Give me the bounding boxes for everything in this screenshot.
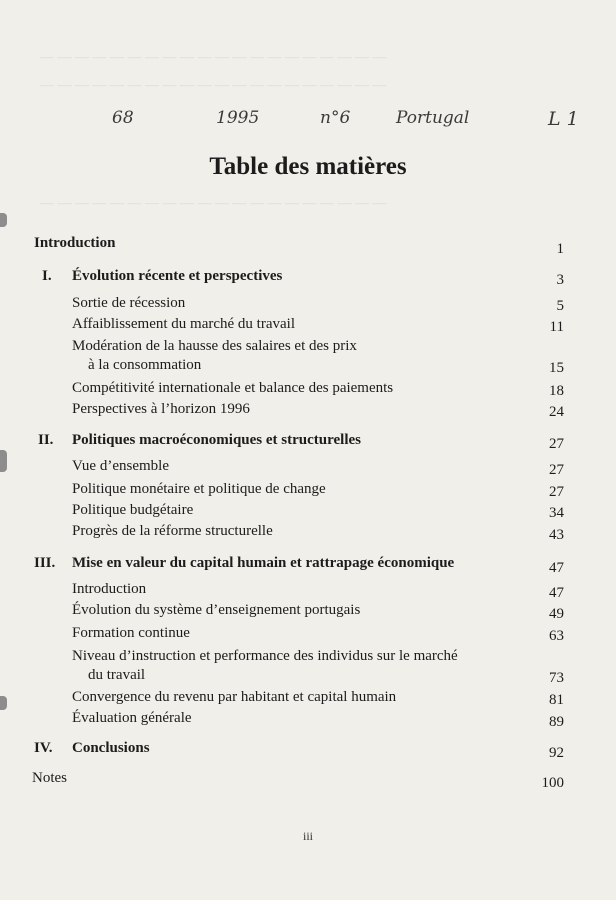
toc-page: 89 xyxy=(549,714,564,730)
toc-page: 11 xyxy=(549,319,564,335)
toc-section-heading: Politiques macroéconomiques et structurelles xyxy=(72,432,361,448)
binding-mark xyxy=(0,213,7,227)
toc-page: 24 xyxy=(549,404,564,420)
handwritten-country: Portugal xyxy=(396,108,470,128)
toc-entry: Niveau d’instruction et performance des individus sur le marché xyxy=(72,648,458,664)
handwritten-number: 68 xyxy=(112,108,134,128)
toc-numeral: I. xyxy=(42,268,52,284)
toc-page: 27 xyxy=(549,484,564,500)
toc-page: 49 xyxy=(549,606,564,622)
binding-mark xyxy=(0,696,7,710)
page-number: iii xyxy=(302,829,313,843)
toc-numeral: III. xyxy=(34,555,56,571)
toc-entry: Sortie de récession xyxy=(72,295,186,311)
page-title: Table des matières xyxy=(209,153,407,180)
toc-entry: Modération de la hausse des salaires et des prix xyxy=(72,338,357,354)
toc-entry: Progrès de la réforme structurelle xyxy=(72,523,273,539)
toc-page: 100 xyxy=(541,775,564,791)
toc-entry: Formation continue xyxy=(72,625,190,641)
toc-page: 27 xyxy=(549,462,564,478)
toc-page: 3 xyxy=(556,272,564,288)
toc-section-heading: Conclusions xyxy=(72,740,150,756)
toc-numeral: II. xyxy=(38,432,54,448)
toc-page: 73 xyxy=(549,670,564,686)
toc-entry: Compétitivité internationale et balance des paiements xyxy=(72,380,394,396)
toc-section-heading: Mise en valeur du capital humain et rattrapage économique xyxy=(72,555,455,571)
toc-entry: Évaluation générale xyxy=(72,710,192,726)
toc-section-heading: Évolution récente et perspectives xyxy=(72,268,283,284)
toc-page: 47 xyxy=(549,585,564,601)
toc-page: 34 xyxy=(549,505,564,521)
toc-page: 43 xyxy=(549,527,564,543)
toc-page: 27 xyxy=(549,436,564,452)
toc-entry: Perspectives à l’horizon 1996 xyxy=(72,401,250,417)
handwritten-mark: L 1 xyxy=(548,108,579,130)
toc-entry-continued: du travail xyxy=(88,667,146,683)
toc-entry: Politique budgétaire xyxy=(72,502,194,518)
toc-introduction: Introduction xyxy=(34,235,116,251)
toc-page: 92 xyxy=(549,745,564,761)
toc-page: 81 xyxy=(549,692,564,708)
toc-entry: Affaiblissement du marché du travail xyxy=(72,316,295,332)
toc-page: 15 xyxy=(549,360,564,376)
bleed-through-text: — — — — — — — — — — — — — — — — — — — — xyxy=(40,78,387,93)
toc-numeral: IV. xyxy=(34,740,53,756)
toc-page: 1 xyxy=(556,241,564,257)
handwritten-issue: n°6 xyxy=(320,108,351,128)
toc-entry: Vue d’ensemble xyxy=(72,458,169,474)
toc-entry-continued: à la consommation xyxy=(88,357,202,373)
bleed-through-text: — — — — — — — — — — — — — — — — — — — — xyxy=(40,50,387,65)
toc-entry: Politique monétaire et politique de change xyxy=(72,481,326,497)
toc-page: 63 xyxy=(549,628,564,644)
toc-entry: Convergence du revenu par habitant et capital humain xyxy=(72,689,397,705)
toc-entry: Introduction xyxy=(72,581,147,597)
toc-page: 18 xyxy=(549,383,564,399)
toc-page: 47 xyxy=(549,560,564,576)
toc-entry: Évolution du système d’enseignement portugais xyxy=(72,602,361,618)
binding-mark xyxy=(0,450,7,472)
toc-notes: Notes xyxy=(32,770,67,786)
bleed-through-text: — — — — — — — — — — — — — — — — — — — — xyxy=(40,196,387,211)
handwritten-year: 1995 xyxy=(216,108,260,128)
toc-page: 5 xyxy=(556,298,564,314)
